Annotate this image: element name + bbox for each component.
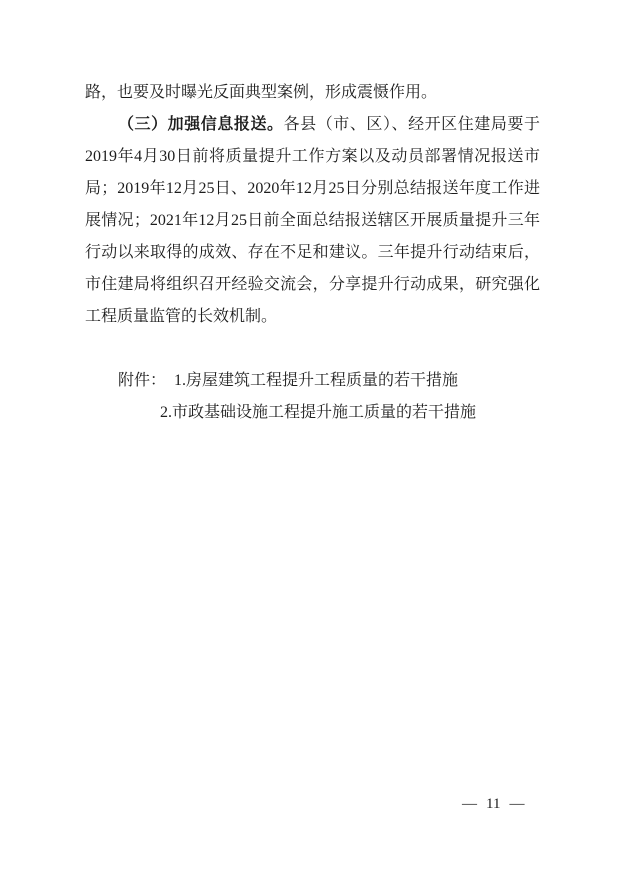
body-text-block [85, 77, 540, 333]
section-heading: （三）加强信息报送。 [118, 116, 284, 133]
section-heading-line [85, 109, 540, 141]
section-heading-rest: 各县（市、区）、经开区住建局要于 [283, 116, 540, 133]
paragraph-line: 2019年4月30日前将质量提升工作方案以及动员部署情况报送市 [85, 148, 540, 165]
paragraph-continuation-line: 路，也要及时曝光反面典型案例，形成震慑作用。 [85, 84, 438, 101]
attachments-label: 附件： [118, 372, 167, 389]
page-number-dash-left: — [462, 796, 477, 812]
paragraph-line: 展情况；2021年12月25日前全面总结报送辖区开展质量提升三年 [85, 212, 540, 229]
attachment-item-2: 2.市政基础设施工程提升施工质量的若干措施 [160, 404, 477, 421]
page-number [462, 795, 524, 813]
paragraph-line: 市住建局将组织召开经验交流会，分享提升行动成果，研究强化 [85, 276, 540, 293]
page-number-dash-right: — [509, 796, 525, 812]
attachment-item-1-line [85, 365, 565, 397]
attachment-item-1: 1.房屋建筑工程提升工程质量的若干措施 [174, 372, 459, 389]
paragraph-line: 局；2019年12月25日、2020年12月25日分别总结报送年度工作进 [85, 180, 540, 197]
page-number-value: 11 [486, 796, 501, 812]
attachment-item-2-line [85, 397, 565, 429]
paragraph-line: 行动以来取得的成效、存在不足和建议。三年提升行动结束后， [85, 244, 540, 261]
paragraph-end-line: 工程质量监管的长效机制。 [85, 308, 278, 325]
attachments-block [85, 365, 565, 429]
